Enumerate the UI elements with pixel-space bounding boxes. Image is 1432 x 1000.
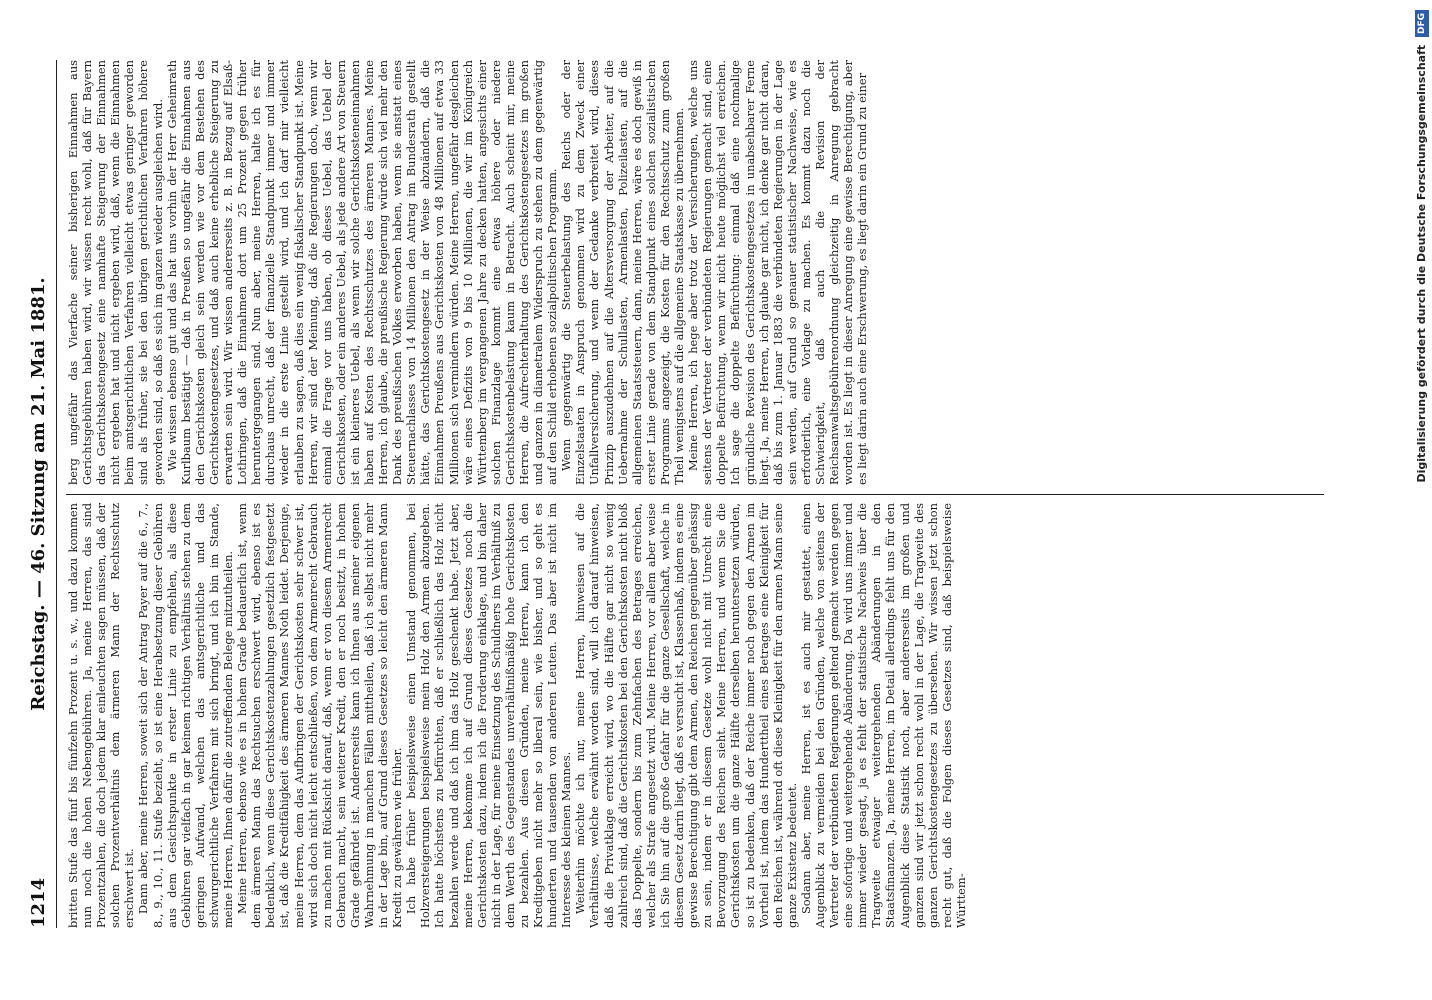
digitization-credit-text-wrapper xyxy=(1410,10,1432,990)
paragraph: Meine Herren, ich hege aber trotz der Versicherungen, welche uns seitens der Vertreter der verbündeten Regierungen gemacht sind, eine doppelte Befürchtung, wenn wir nicht heute möglichst viel erreichen. Ich sage die doppelte Befürchtung: einmal daß eine nochmalige gründliche Revision des Gerichtskostengesetzes in unabsehbarer Ferne liegt. Ja, meine Herren, ich glaube gar nicht, ich denke gar nicht daran, daß bis zum 1. Januar 1883 die verbündeten Regierungen in der Lage sein werden, auf Grund so genauer statistischer Nachweise, wie es erforderlich, eine Vorlage zu machen. Es kommt dazu noch die Schwierigkeit, daß auch die Revision der Reichsanwaltsgebührenordnung gleichzeitig in Anregung gebracht worden ist. Es liegt in dieser Anregung eine gewisse Berechtigung, aber es liegt darin auch eine Erschwerung, es liegt darin ein Grund zu einer xyxy=(686,60,870,485)
running-head: Reichstag. — 46. Sitzung am 21. Mai 1881. xyxy=(28,277,49,711)
paragraph: berg ungefähr das Vierfache seiner bisherigen Einnahmen aus Gerichtsgebühren haben wird, wir wissen recht wohl, daß für Bayern das Gerichtskostengesetz eine namhafte Steigerung der Einnahmen nicht ergeben hat und nicht ergeben wird, daß, wenn die Einnahmen beim amtsgerichtlichen Verfahren vielleicht etwas geringer geworden sind als früher, sie bei den übrigen gerichtlichen Verfahren höhere geworden sind, so daß es sich im ganzen wieder ausgleichen wird. xyxy=(66,60,165,485)
paragraph: Meine Herren, ebenso wie es in hohem Grade bedauerlich ist, wenn dem ärmeren Mann das Rechtsuchen erschwert wird, ebenso ist es bedenklich, wenn diese Gerichtskostenzahlungen gesetzlich festgesetzt ist, daß die Kreditfähigkeit des ärmeren Mannes Noth leidet. Derjenige, meine Herren, dem das Aufbringen der Gerichtskosten sehr schwer ist, wird sich doch nicht leicht entschließen, von dem Armenrecht Gebrauch zu machen mit Rücksicht darauf, daß, wenn er von diesem Armenrecht Gebrauch macht, sein weiterer Kredit, den er noch besitzt, in hohem Grade gefährdet ist. Andererseits kann ich Ihnen aus meiner eigenen Wahrnehmung in manchen Fällen mittheilen, daß ich selbst nicht mehr in der Lage bin, auf Grund dieses Gesetzes so leicht den ärmeren Mann Kredit zu gewähren wie früher. xyxy=(235,503,405,928)
page-header xyxy=(28,60,52,928)
column-divider xyxy=(66,494,1324,495)
digitization-credit xyxy=(1408,10,1432,990)
dfg-logo: DFG xyxy=(1415,10,1429,37)
paragraph: Wenn gegenwärtig die Steuerbelastung des Reichs oder der Einzelstaaten in Anspruch genommen wird zu dem Zweck einer Unfallversicherung, und wenn der Gedanke verbreitet wird, dieses Prinzip auszudehnen auf die Altersversorgung der Arbeiter, auf die Uebernahme der Schullasten, Armenlasten, Polizeilasten, auf die allgemeinen Staatssteuern, dann, meine Herren, wäre es doch gewiß in erster Linie gerade von dem Standpunkt eines solchen sozialistischen Programms angezeigt, die Kosten für den Rechtsschutz zum großen Theil wenigstens auf die allgemeine Staatskasse zu übernehmen. xyxy=(559,60,687,485)
paragraph: Weiterhin möchte ich nur, meine Herren, hinweisen auf die Verhältnisse, welche erwähnt worden sind, will ich darauf hinweisen, daß die Privatklage erreicht wird, wo die Hälfte gar nicht so wenig zahlreich sind, daß die Gerichtskosten bei den Gerichtskosten nicht bloß das Doppelte, sondern bis zum Zehnfachen des Betrages erreichen, welcher als Strafe angesetzt wird. Meine Herren, vor allem aber weise ich Sie hin auf die große Gefahr für die ganze Gesellschaft, welche in diesem Gesetz darin liegt, daß es versucht ist, Klassenhaß, indem es eine gewisse Berechtigung gibt dem Armen, den Reichen gegenüber gehässig zu sein, indem er in diesem Gesetze wohl nicht mit Unrecht eine Bevorzugung des Reichen sieht. Meine Herren, und wenn Sie die Gerichtskosten um die ganze Hälfte derselben heruntersetzen würden, so ist zu bedenken, daß der Reiche immer noch gegen den Armen im Vortheil ist, indem das Hunderttheil eines Betrages eine Kleinigkeit für den Reichen ist, während oft diese Kleinigkeit für den armen Mann seine ganze Existenz bedeutet. xyxy=(573,503,799,928)
paragraph: Dann aber, meine Herren, soweit sich der Antrag Payer auf die 6., 7., 8., 9., 10., 11. Stufe bezieht, so ist eine Herabsetzung dieser Gebühren aus dem Gesichtspunkte in erster Linie zu empfehlen, als diese Gebühren gar vielfach in gar keinem richtigen Verhältnis stehen zu dem geringen Aufwand, welchen das amtsgerichtliche und das schwurgerichtliche Verfahren mit sich bringt, und ich bin im Stande, meine Herren, Ihnen dafür die zutreffenden Belege mitzutheilen. xyxy=(136,503,236,928)
header-rule xyxy=(56,60,57,928)
paragraph: Wie wissen ebenso gut und das hat uns vorhin der Herr Geheimrath Kurlbaum bestätigt — daß in Preußen so ungefähr die Einnahmen aus den Gerichtskosten gleich sein werden wie vor dem Bestehen des Gerichtskostengesetzes, und daß auch keine erhebliche Steigerung zu erwarten sein wird. Wir wissen andererseits z. B. in Bezug auf Elsaß-Lothringen, daß die Einnahmen dort um 25 Prozent gegen früher heruntergegangen sind. Nun aber, meine Herren, halte ich es für durchaus unrecht, daß der finanzielle Standpunkt immer und immer wieder in die erste Linie gestellt wird, und ich darf mir vielleicht erlauben zu sagen, daß dies ein wenig fiskalischer Standpunkt ist. Meine Herren, wir sind der Meinung, daß die Regierungen doch, wenn wir einmal die Frage vor uns haben, ob dieses Uebel, das Uebel der Gerichtskosten, oder ein anderes Uebel, als jede andere Art von Steuern ist ein kleineres Uebel, als wenn wir solche Gerichtskosteneinnahmen haben auf Kosten des Rechtsschutzes des ärmeren Mannes. Meine Herren, ich glaube, die preußische Regierung würde sich viel mehr den Dank des preußischen Volkes erworben haben, wenn sie anstatt eines Steuernachlasses von 14 Millionen den Antrag im Bundesrath gestellt hätte, das Gerichtskostengesetz in der Weise abzuändern, daß die Einnahmen Preußens aus Gerichtskosten von 48 Millionen auf etwa 33 Millionen sich vermindern würden. Meine Herren, ungefähr desgleichen wäre eines Defizits von 9 bis 10 Millionen, die wir im Königreich Württemberg im vergangenen Jahre zu decken hatten, angesichts einer solchen Finanzlage kommt eine etwas höhere oder niedere Gerichtskostenbelastung kaum in Betracht. Auch scheint mir, meine Herren, die Aufrechterhaltung des Gerichtskostengesetzes im großen und ganzen in diametralem Widerspruch zu stehen zu dem gegenwärtig auf den Schild erhobenen sozialpolitischen Programm. xyxy=(164,60,560,485)
digitization-credit-text: Digitalisierung gefördert durch die Deutsche Forschungsgemeinschaft xyxy=(1415,44,1428,483)
paragraph: Ich habe früher beispielsweise einen Umstand genommen, bei Holzversteigerungen beispielsweise mein Holz den Armen abzugeben. Ich hatte höchstens zu befürchten, daß er schließlich das Holz nicht bezahlen werde und daß ich ihm das Holz geschenkt habe. Jetzt aber, meine Herren, bekomme ich auf Grund dieses Gesetzes noch die Gerichtskosten dazu, indem ich die Forderung einklage, und bin daher nicht in der Lage, für meine Einsetzung des Schuldners im Verhältniß zu dem Werth des Gegenstandes unverhältnißmäßig hohe Gerichtskosten zu bezahlen. Aus diesen Gründen, meine Herren, kann ich den Kreditgeben nicht mehr so liberal sein, wie bisher, und so geht es hunderten und tausenden von anderen Leuten. Das aber ist nicht im Interesse des kleinen Mannes. xyxy=(404,503,574,928)
text-column-right xyxy=(66,60,1324,485)
paragraph: Sodann aber, meine Herren, ist es auch mir gestattet, einen Augenblick zu vermeiden bei den Gründen, welche von seitens der Vertreter der verbündeten Regierungen geltend gemacht werden gegen eine sofortige und weitergehende Abänderung. Da wird uns immer und immer wieder gesagt, ja es fehlt der statistische Nachweis über die Tragweite etwaiger weitergehenden Abänderungen in den Staatsfinanzen. Ja, meine Herren, im Detail allerdings fehlt uns für den Augenblick diese Statistik noch, aber andererseits im großen und ganzen sind wir jetzt schon recht wohl in der Lage, die Tragweite des ganzen Gerichtskostengesetzes zu übersehen. Wir wissen jetzt schon recht gut, daß die Folgen dieses Gesetzes sind, daß beispielsweise Württem- xyxy=(798,503,968,928)
text-column-left xyxy=(66,503,1324,928)
paragraph: britten Stufe das fünf bis fünfzehn Prozent u. s. w., und dazu kommen nun noch die hohen Nebengebühren. Ja, meine Herren, das sind Prozentzahlen, die doch jedem klar einleuchten sagen müssen, daß der solchen Prozentverhältnis dem ärmeren Mann der Rechtsschutz erschwert ist. xyxy=(66,503,137,928)
page-number: 1214 xyxy=(28,877,49,928)
